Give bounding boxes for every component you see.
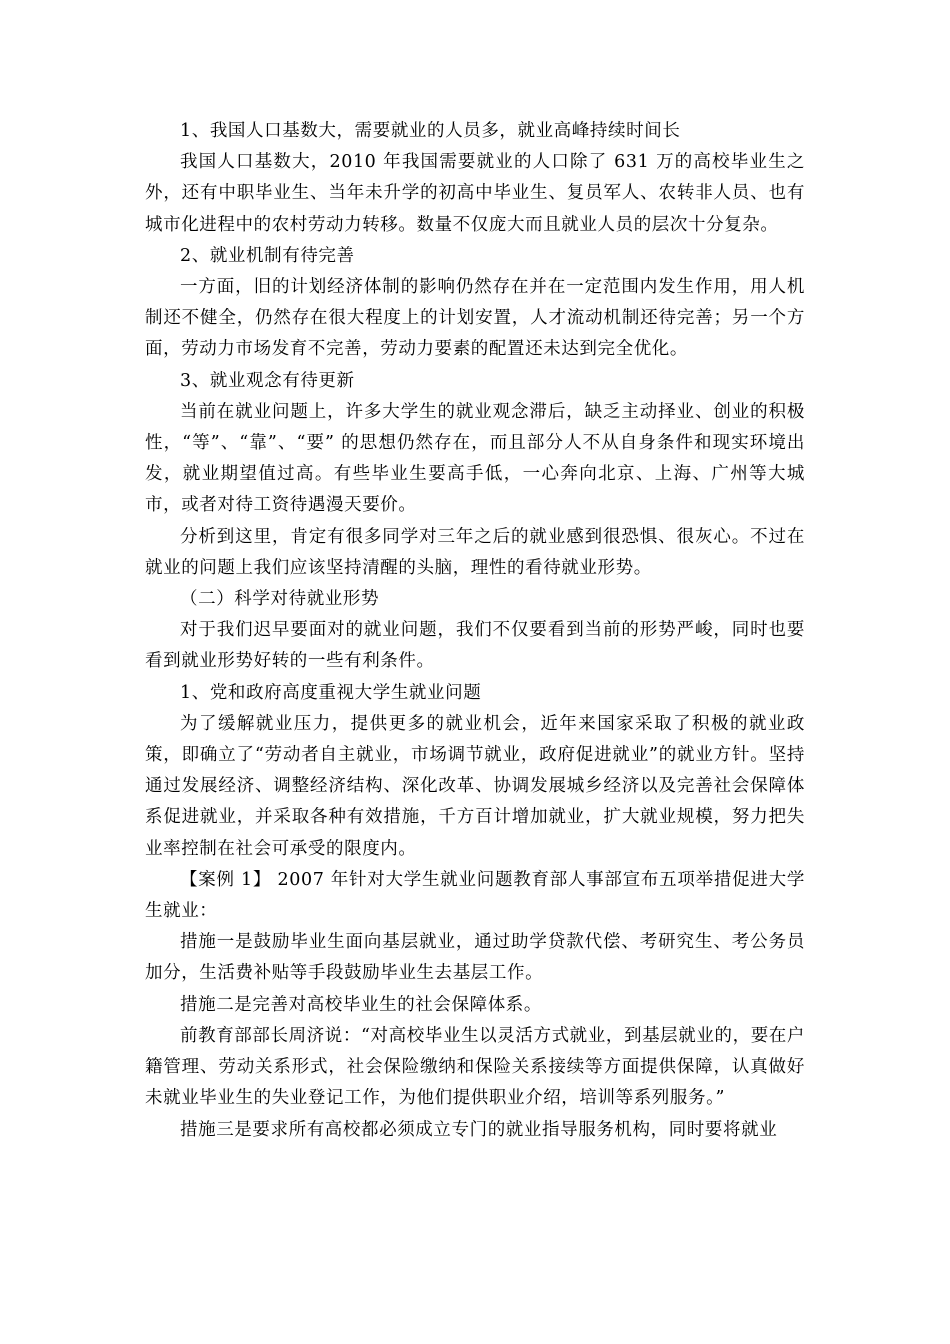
paragraph-quote: 前教育部部长周济说：“对高校毕业生以灵活方式就业，到基层就业的，要在户籍管理、劳动关系形式，社会保险缴纳和保险关系接续等方面提供保障，认真做好未就业毕业生的失业登记工作，为他们提供职业介绍，培训等系列服务。” — [145, 1025, 805, 1109]
paragraph-concept: 当前在就业问题上，许多大学生的就业观念滞后，缺乏主动择业、创业的积极性，“等”、“靠”、“要” 的思想仍然存在，而且部分人不从自身条件和现实环境出发，就业期望值过高。有些毕业生要高手低，一心奔向北京、上海、广州等大城市，或者对待工资待遇漫天要价。 — [145, 401, 805, 516]
heading-mechanism: 2、就业机制有待完善 — [180, 245, 355, 266]
paragraph-government: 为了缓解就业压力，提供更多的就业机会，近年来国家采取了积极的就业政策，即确立了“劳动者自主就业，市场调节就业，政府促进就业”的就业方针。坚持通过发展经济、调整经济结构、深化改革、协调发展城乡经济以及完善社会保障体系促进就业，并采取各种有效措施，千方百计增加就业，扩大就业规模，努力把失业率控制在社会可承受的限度内。 — [145, 713, 805, 859]
paragraph-population: 我国人口基数大，2010 年我国需要就业的人口除了 631 万的高校毕业生之外，还有中职毕业生、当年未升学的初高中毕业生、复员军人、农转非人员、也有城市化进程中的农村劳动力转移。数量不仅庞大而且就业人员的层次十分复杂。 — [145, 152, 805, 235]
paragraph-favorable-conditions: 对于我们迟早要面对的就业问题，我们不仅要看到当前的形势严峻，同时也要看到就业形势好转的一些有利条件。 — [145, 620, 805, 672]
document-body — [145, 116, 805, 1146]
heading-concept: 3、就业观念有待更新 — [180, 370, 355, 391]
heading-section-two: （二）科学对待就业形势 — [180, 589, 380, 610]
paragraph-measure-2: 措施二是完善对高校毕业生的社会保障体系。 — [180, 994, 542, 1015]
paragraph-mechanism: 一方面，旧的计划经济体制的影响仍然存在并在一定范围内发生作用，用人机制还不健全，仍然存在很大程度上的计划安置，人才流动机制还待完善；另一个方面，劳动力市场发育不完善，劳动力要素的配置还未达到完全优化。 — [145, 277, 805, 360]
heading-government: 1、党和政府高度重视大学生就业问题 — [180, 682, 482, 703]
heading-population: 1、我国人口基数大，需要就业的人员多，就业高峰持续时间长 — [180, 121, 681, 141]
paragraph-measure-1: 措施一是鼓励毕业生面向基层就业，通过助学贷款代偿、考研究生、考公务员加分，生活费补贴等手段鼓励毕业生去基层工作。 — [145, 932, 805, 984]
paragraph-measure-3: 措施三是要求所有高校都必须成立专门的就业指导服务机构，同时要将就业 — [180, 1119, 778, 1140]
paragraph-case-1: 【案例 1】 2007 年针对大学生就业问题教育部人事部宣布五项举措促进大学生就业： — [145, 869, 805, 922]
paragraph-analysis: 分析到这里，肯定有很多同学对三年之后的就业感到很恐惧、很灰心。不过在就业的问题上我们应该坚持清醒的头脑，理性的看待就业形势。 — [145, 526, 805, 578]
